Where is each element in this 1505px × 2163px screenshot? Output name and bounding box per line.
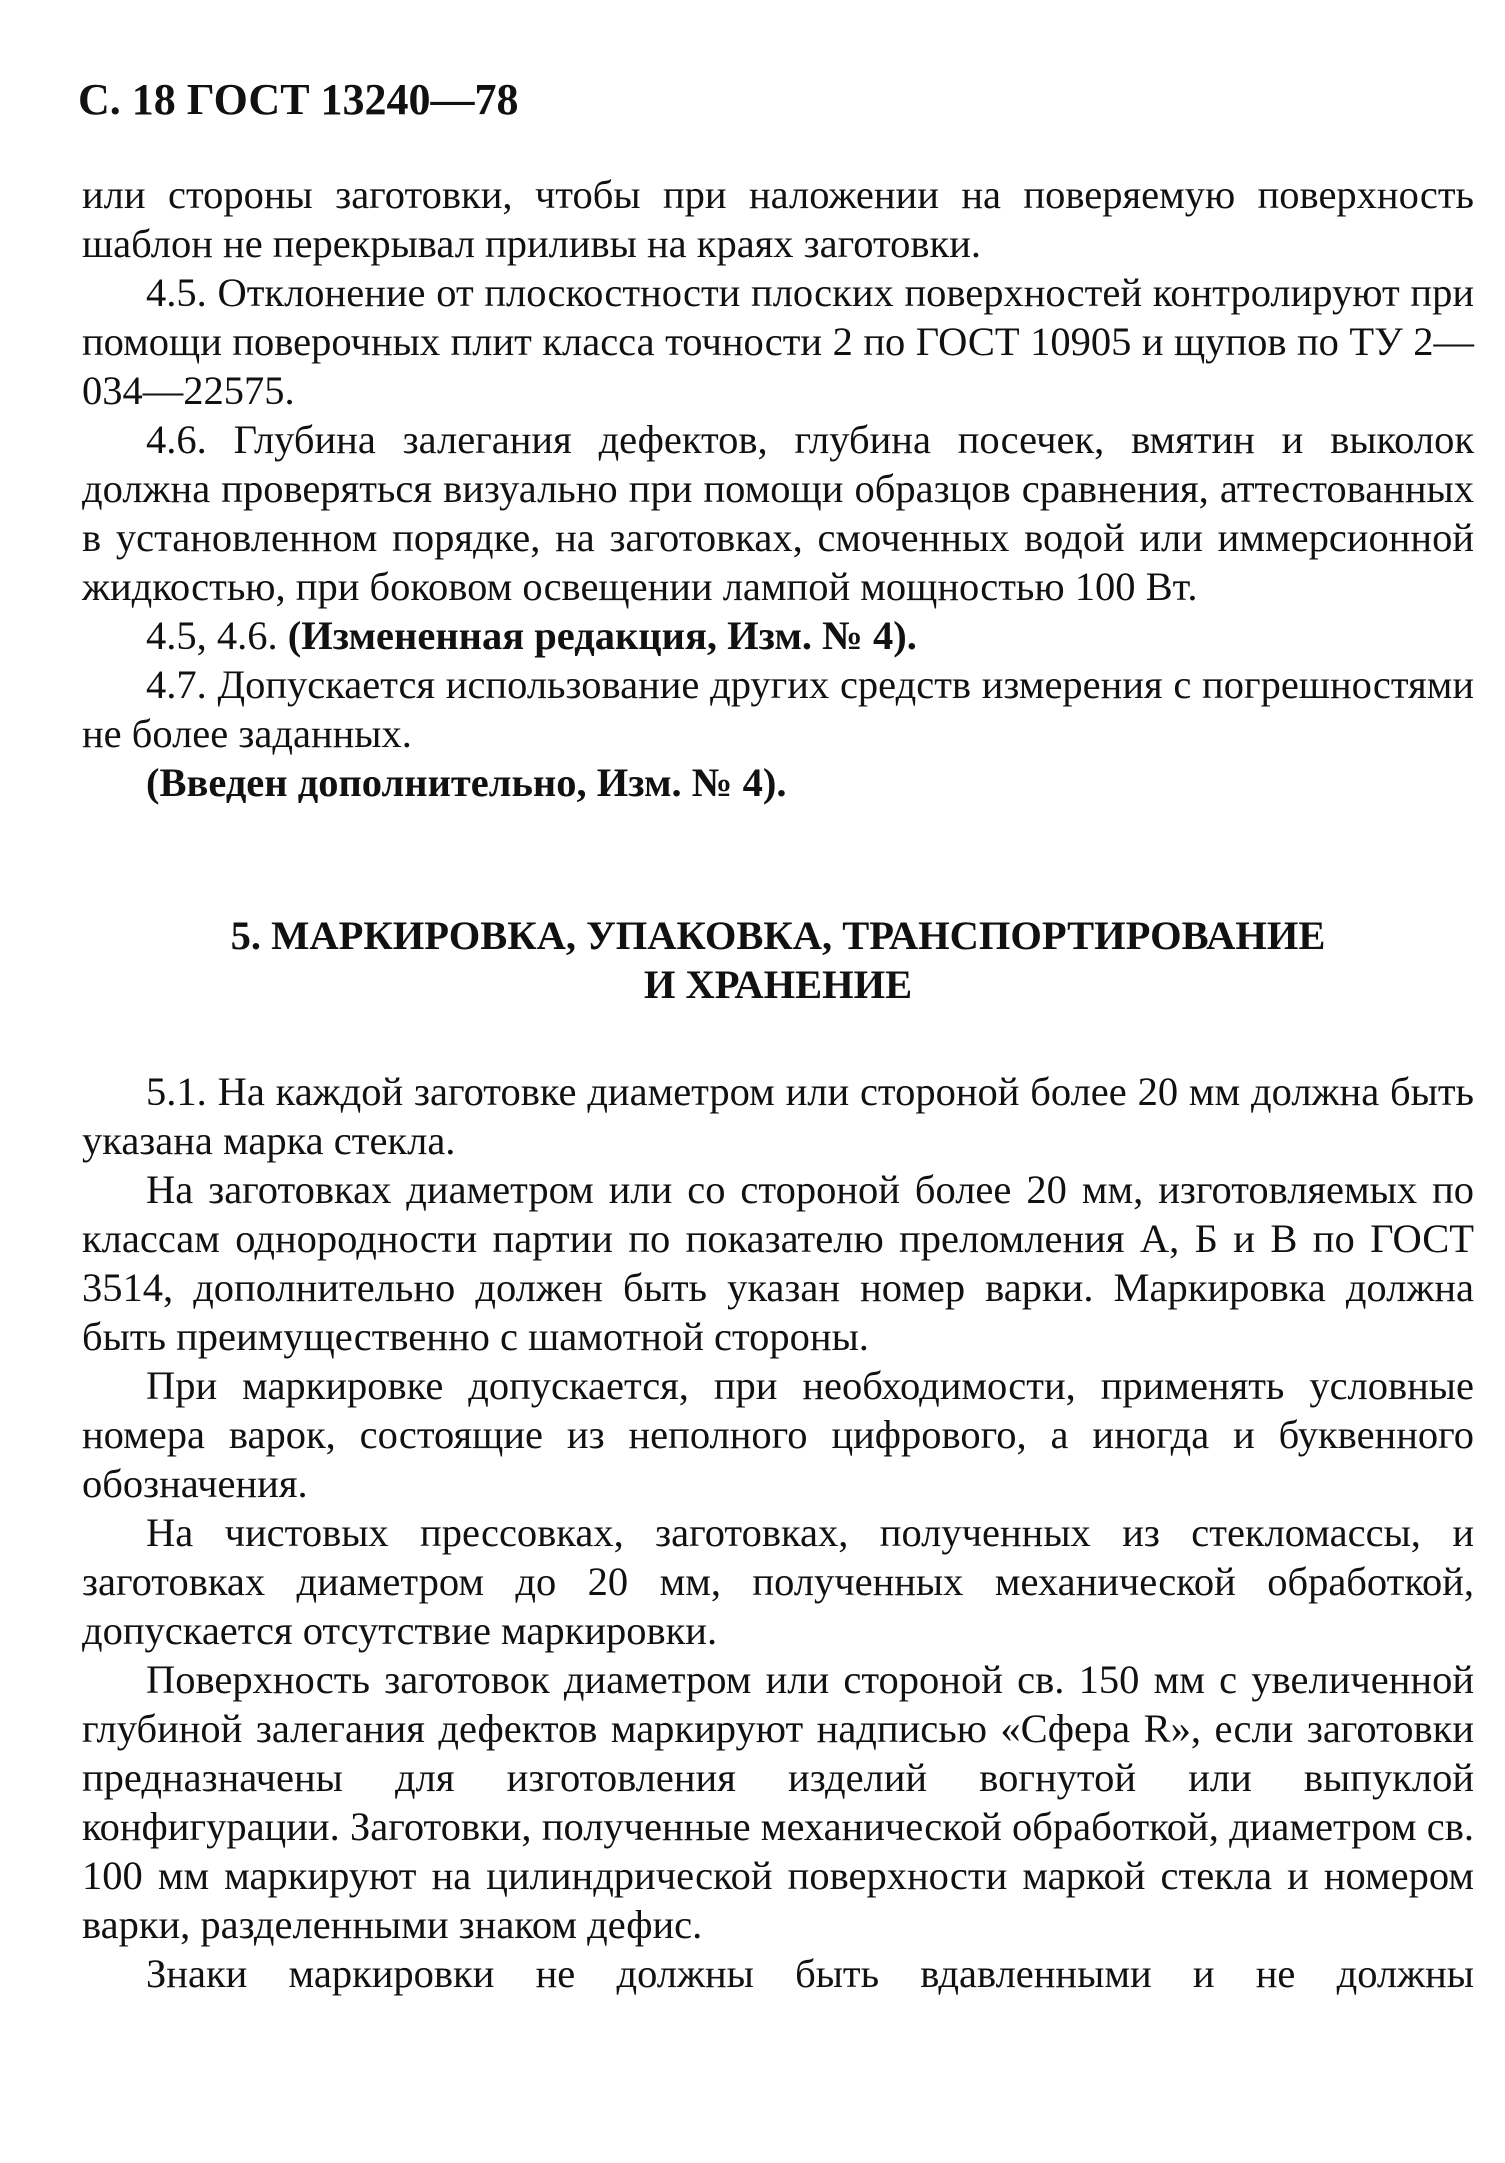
paragraph-4-6: 4.6. Глубина залегания дефектов, глубина посечек, вмятин и выколок должна проверяться визуально при помощи образцов сравнения, аттестованных в установленном порядке, на заготовках, смоченных водой или иммерсионной жидкостью, при боковом освещении лампой мощностью 100 Вт. bbox=[82, 417, 1474, 609]
paragraph-4-7: 4.7. Допускается использование других средств измерения с погрешностями не более заданных. bbox=[82, 662, 1474, 756]
amendment-ref: 4.5, 4.6. bbox=[146, 613, 288, 658]
paragraph-no-marking: На чистовых прессовках, заготовках, полученных из стекломассы, и заготовках диаметром до 20 мм, полученных механической обработкой, допускается отсутствие маркировки. bbox=[82, 1510, 1474, 1653]
paragraph-melt-number: На заготовках диаметром или со стороной более 20 мм, изготовляемых по классам однородности партии по показателю преломления А, Б и В по ГОСТ 3514, дополнительно должен быть указан номер варки. Маркировка должна быть преимущественно с шамотной стороны. bbox=[82, 1167, 1474, 1359]
paragraph-introduced-note: (Введен дополнительно, Изм. № 4). bbox=[146, 760, 787, 805]
paragraph-5-1: 5.1. На каждой заготовке диаметром или стороной более 20 мм должна быть указана марка стекла. bbox=[82, 1069, 1474, 1163]
paragraph-continuation: или стороны заготовки, чтобы при наложении на поверяемую поверхность шаблон не перекрывал приливы на краях заготовки. bbox=[82, 172, 1474, 266]
paragraph-4-5: 4.5. Отклонение от плоскостности плоских поверхностей контролируют при помощи поверочных плит класса точности 2 по ГОСТ 10905 и щупов по ТУ 2—034—22575. bbox=[82, 270, 1474, 413]
amendment-note: (Измененная редакция, Изм. № 4). bbox=[287, 613, 917, 658]
paragraph-conditional-numbers: При маркировке допускается, при необходимости, применять условные номера варок, состоящие из неполного цифрового, а иногда и буквенного обозначения. bbox=[82, 1363, 1474, 1506]
paragraph-marking-signs: Знаки маркировки не должны быть вдавленными и не должны bbox=[146, 1951, 1474, 1996]
section-title-line-2: И ХРАНЕНИЕ bbox=[643, 962, 913, 1007]
section-title bbox=[82, 911, 1474, 1009]
paragraph-amendment-4-5-4-6 bbox=[82, 611, 1474, 660]
page-header: С. 18 ГОСТ 13240—78 bbox=[78, 75, 519, 124]
section-title-line-1: 5. МАРКИРОВКА, УПАКОВКА, ТРАНСПОРТИРОВАНИЕ bbox=[230, 913, 1326, 958]
document-body bbox=[82, 170, 1474, 1998]
paragraph-sphere-r: Поверхность заготовок диаметром или стороной св. 150 мм с увеличенной глубиной залегания дефектов маркируют надписью «Сфера R», если заготовки предназначены для изготовления изделий вогнутой или выпуклой конфигурации. Заготовки, полученные механической обработкой, диаметром св. 100 мм маркируют на цилиндрической поверхности маркой стекла и номером варки, разделенными знаком дефис. bbox=[82, 1657, 1474, 1947]
